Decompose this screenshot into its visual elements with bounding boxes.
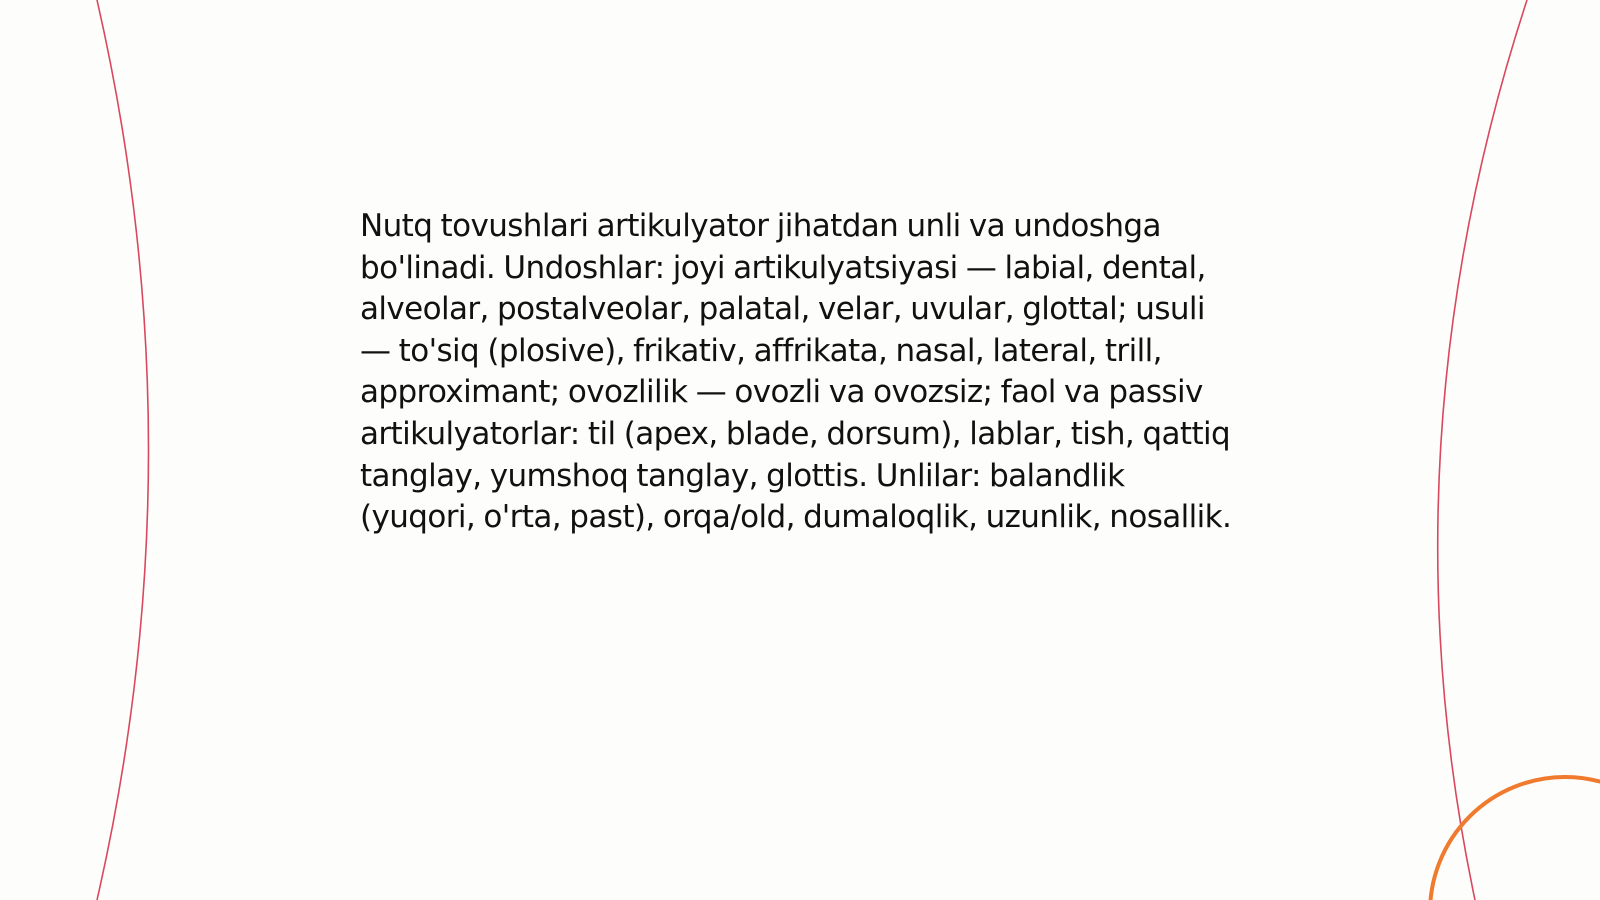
- left-curve-line: [97, 0, 149, 900]
- slide-body-text: Nutq tovushlari artikulyator jihatdan unli va undoshga bo'linadi. Undoshlar: joyi artikulyatsiyasi — labial, dental, alveolar, postalveolar, palatal, velar, uvular, glottal; usuli — to'siq (plosive), frikativ, affrikata, nasal, lateral, trill, approximant; ovozlilik — ovozli va ovozsiz; faol va passiv artikulyatorlar: til (apex, blade, dorsum), lablar, tish, qattiq tanglay, yumshoq tanglay, glottis. Unlilar: balandlik (yuqori, o'rta, past), orqa/old, dumaloqlik, uzunlik, nosallik.: [360, 208, 1232, 536]
- right-curve-line: [1438, 0, 1527, 900]
